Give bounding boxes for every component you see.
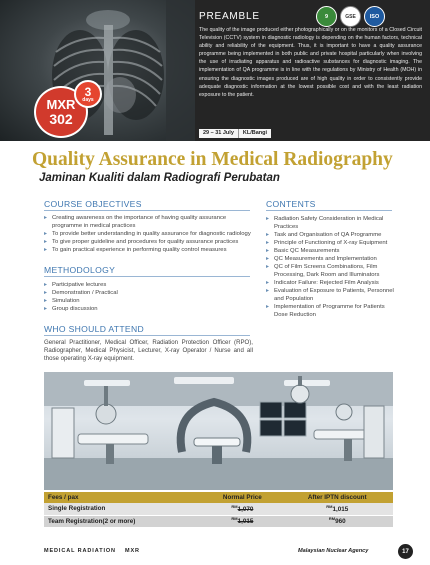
section-divider (266, 210, 392, 211)
list-item: ▸ Indicator Failure: Rejected Film Analysis (266, 279, 394, 287)
currency-label: RM (328, 516, 336, 522)
list-item: ▸ Evaluation of Exposure to Patients, Personnel and Population (266, 287, 394, 303)
fees-table (44, 492, 393, 528)
registration-type: Team Registration(2 or more) (44, 515, 203, 527)
blue-cert-logo-icon: ISO (364, 6, 385, 27)
list-item: ▸ Group discussion (44, 305, 254, 313)
table-header-row (44, 492, 393, 503)
course-objectives-list (44, 214, 254, 254)
course-subtitle: Jaminan Kualiti dalam Radiografi Perubatan (39, 172, 280, 184)
list-item: ▸ Basic QC Measurements (266, 247, 394, 255)
methodology-list (44, 281, 254, 313)
white-cert-logo-icon: GSE (340, 6, 361, 27)
footer-agency: Malaysian Nuclear Agency (298, 548, 369, 554)
list-item: ▸ Principle of Functioning of X-ray Equipment (266, 239, 394, 247)
header-banner (0, 0, 430, 141)
section-divider (44, 276, 250, 277)
list-item: ▸ To gain practical experience in performing quality control measures (44, 246, 254, 254)
list-item: ▸ To provide better understanding in quality assurance for diagnostic radiology (44, 230, 254, 238)
discount-price (281, 503, 393, 515)
registration-type: Single Registration (44, 503, 203, 515)
currency-label: RM (231, 504, 238, 510)
normal-price-value: 1,015 (237, 518, 254, 526)
course-title: Quality Assurance in Medical Radiography (32, 149, 393, 170)
list-item: ▸ Task and Organisation of QA Programme (266, 231, 394, 239)
green-cert-logo-icon: 9 (316, 6, 337, 27)
date-venue-bar (199, 129, 271, 138)
course-code-line1: MXR (46, 97, 76, 112)
duration-label: days (82, 96, 94, 103)
contents-list (266, 215, 394, 319)
list-item: ▸ Creating awareness on the importance of having quality assurance programme in medical practices (44, 214, 254, 230)
course-date: 29 – 31 July (203, 130, 234, 136)
course-venue: KL/Bangi (238, 129, 271, 138)
list-item: ▸ Simulation (44, 297, 254, 305)
contents-heading: CONTENTS (266, 199, 316, 209)
footer-category: MEDICAL RADIATION (44, 548, 116, 554)
section-divider (44, 335, 250, 336)
discount-price-value: 1,015 (332, 506, 349, 514)
xray-illustration (0, 0, 195, 141)
footer-code: MXR (125, 548, 140, 554)
page-number: 17 (398, 544, 413, 559)
table-row (44, 503, 393, 515)
list-item: ▸ QC Measurements and Implementation (266, 255, 394, 263)
normal-price (203, 503, 281, 515)
normal-price-header: Normal Price (203, 492, 281, 503)
list-item: ▸ QC of Film Screens Combinations, Film Processing, Dark Room and Illuminators (266, 263, 394, 279)
who-should-attend-text: General Practitioner, Medical Officer, Radiation Protection Officer (RPO), Radiographer, Medical Physicist, Lecturer, X-ray Operator / Nurse and all those operating X-ray equipment. (44, 339, 253, 363)
list-item: ▸ To give proper guideline and procedures for quality assurance practices (44, 238, 254, 246)
radiology-room-photo (44, 372, 393, 490)
list-item: ▸ Demonstration / Practical (44, 289, 254, 297)
discount-price-value: 960 (335, 518, 346, 526)
normal-price (203, 515, 281, 527)
list-item: ▸ Implementation of Programme for Patients Dose Reduction (266, 303, 394, 319)
duration-number: 3 (84, 84, 92, 99)
preamble-title: PREAMBLE (199, 11, 260, 22)
list-item: ▸ Radiation Safety Consideration in Medical Practices (266, 215, 394, 231)
discount-header: After IPTN discount (281, 492, 393, 503)
chest-xray-image (0, 0, 195, 141)
table-row (44, 515, 393, 527)
methodology-heading: METHODOLOGY (44, 265, 116, 275)
who-should-attend-heading: WHO SHOULD ATTEND (44, 324, 144, 334)
course-code-line2: 302 (49, 111, 73, 127)
certification-logos (316, 6, 385, 27)
normal-price-value: 1,070 (237, 506, 254, 514)
section-divider (44, 210, 250, 211)
duration-badge (74, 80, 102, 108)
radiology-room-illustration (44, 372, 393, 490)
preamble-text: The quality of the image produced either photographically or on the monitors of a Closed Circuit Television (CCTV) system in diagnostic radiology is depending on the human factors, technical ability and reliability of the equipment. Thus, it is important to have a quality assurance programme being implemented in both public and private hospital particularly when involving the use of irradiating apparatus and radioactive substances for diagnostic imaging. The implementation of QA programme is in line with the regulations by Ministry of Health (MOH) in ensuring the diagnostic images produced are of high quality in order to consistently provide adequate diagnostic information at the lowest possible cost and with the least radiation exposure to the patient. (199, 27, 422, 98)
currency-label: RM (231, 516, 238, 522)
currency-label: RM (326, 504, 333, 510)
fees-header: Fees / pax (44, 492, 203, 503)
list-item: ▸ Participative lectures (44, 281, 254, 289)
course-objectives-heading: COURSE OBJECTIVES (44, 199, 142, 209)
discount-price (281, 515, 393, 527)
